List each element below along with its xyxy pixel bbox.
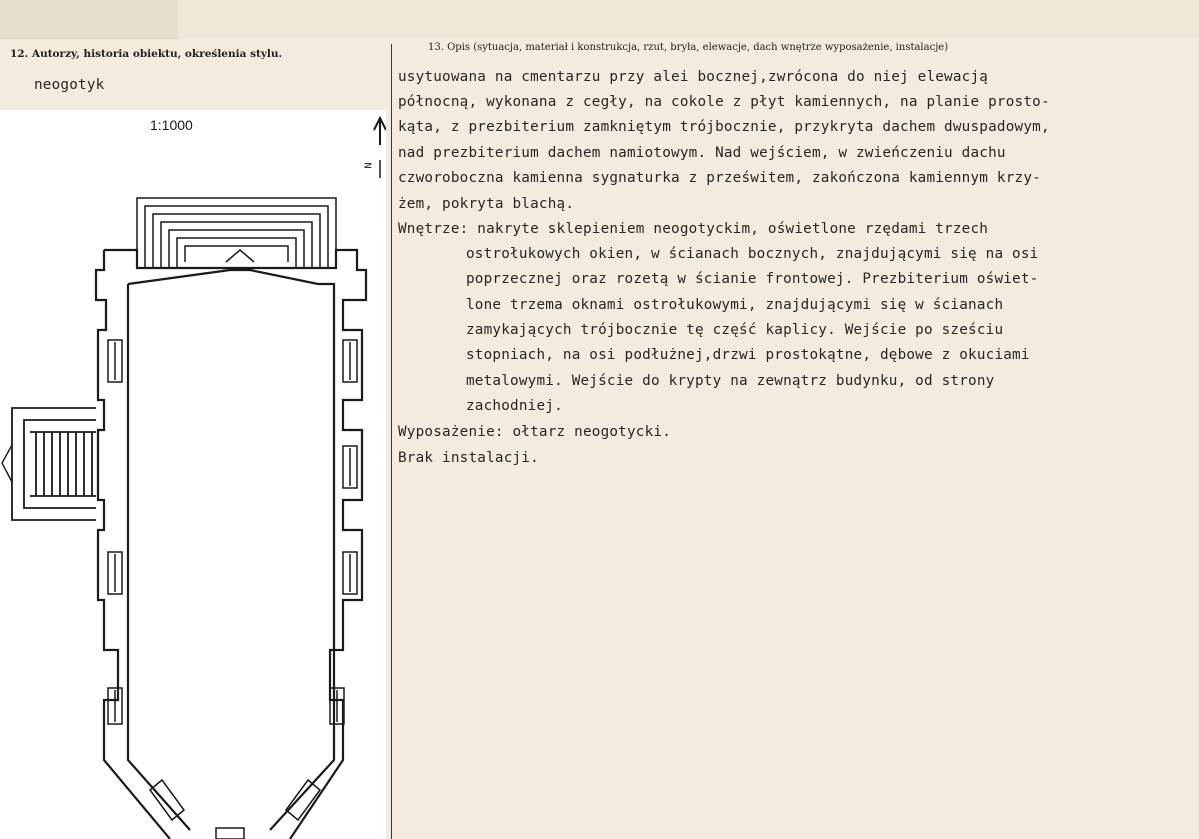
paper-header-band (0, 0, 1199, 38)
column-divider (391, 44, 392, 839)
section-12-label: 12. Autorzy, historia obiektu, określenia stylu. (10, 48, 283, 60)
presbytery-steps (137, 198, 336, 268)
description-line: czworoboczna kamienna sygnaturka z prześwitem, zakończona kamiennym krzy- (398, 170, 1041, 186)
description-line: usytuowana na cmentarzu przy alei bocznej,zwrócona do niej elewacją (398, 69, 989, 85)
card-tab-strip (0, 0, 178, 39)
side-windows (108, 340, 357, 839)
interior-line: poprzecznej oraz rozetą w ścianie frontowej. Prezbiterium oświet- (466, 271, 1039, 287)
equipment-line: Wyposażenie: ołtarz neogotycki. (398, 424, 672, 440)
installations-line: Brak instalacji. (398, 450, 539, 466)
interior-line: lone trzema oknami ostrołukowymi, znajdującymi się w ścianach (466, 297, 1004, 313)
north-label: N (361, 162, 373, 169)
interior-line: stopniach, na osi podłużnej,drzwi prostokątne, dębowe z okuciami (466, 347, 1030, 363)
interior-line: metalowymi. Wejście do krypty na zewnątrz budynku, od strony (466, 373, 995, 389)
interior-line: zachodniej. (466, 398, 563, 414)
style-value: neogotyk (34, 77, 105, 93)
outer-wall-outline (96, 250, 366, 839)
description-line: żem, pokryta blachą. (398, 196, 575, 212)
interior-line: zamykających trójbocznie tę część kaplicy. Wejście po sześciu (466, 322, 1004, 338)
floor-plan-panel (0, 110, 386, 839)
interior-heading-line: Wnętrze: nakryte sklepieniem neogotyckim, oświetlone rzędami trzech (398, 221, 989, 237)
description-line: kąta, z prezbiterium zamkniętym trójbocznie, przykryta dachem dwuspadowym, (398, 119, 1050, 135)
plan-scale-label: 1:1000 (150, 117, 193, 133)
description-line: nad prezbiterium dachem namiotowym. Nad wejściem, w zwieńczeniu dachu (398, 145, 1006, 161)
north-arrow-icon (374, 118, 386, 178)
floor-plan-drawing (0, 110, 386, 839)
section-13-label: 13. Opis (sytuacja, materiał i konstrukcja, rzut, bryła, elewacje, dach wnętrze wyposażenie, instalacje) (428, 42, 949, 53)
entrance-stairs (2, 408, 96, 520)
interior-line: ostrołukowych okien, w ścianach bocznych, znajdującymi się na osi (466, 246, 1039, 262)
description-line: północną, wykonana z cegły, na cokole z płyt kamiennych, na planie prosto- (398, 94, 1050, 110)
